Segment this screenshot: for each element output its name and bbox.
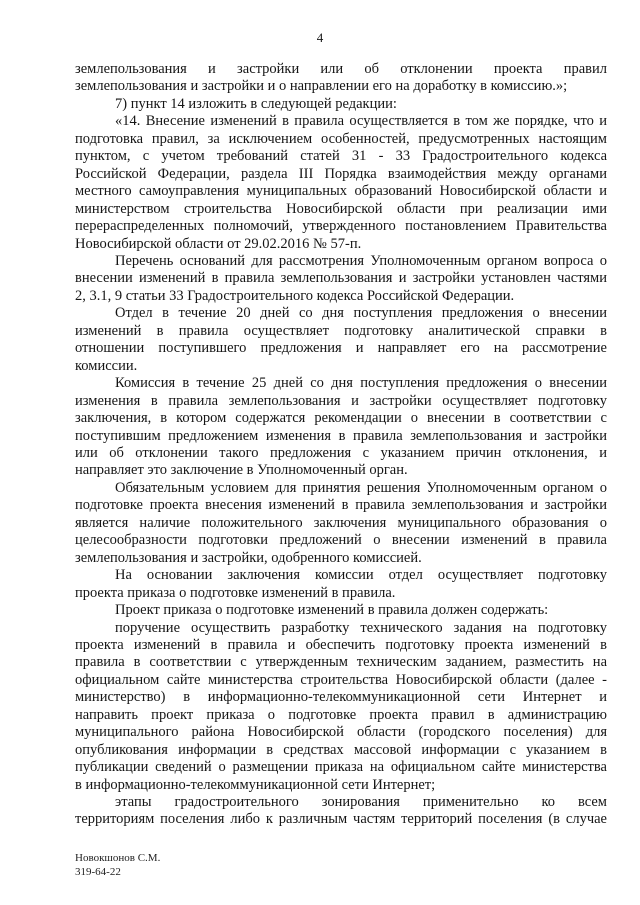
text-line: направляет это заключение в Уполномоченный орган. [75,462,408,479]
text-line: отношении поступившего предложения и направляет его на рассмотрение [75,340,607,357]
footer-contact [75,851,160,879]
text-line: Российской Федерации, раздела III Порядка взаимодействия между органами [75,165,607,182]
text-line: местного самоуправления муниципальных образований Новосибирской области и [75,183,607,200]
paragraph [75,375,607,480]
text-line: официальном сайте министерства строительства Новосибирской области (далее - [75,671,607,688]
text-line: изменения в правила землепользования и застройки осуществляет подготовку [75,392,607,409]
text-line: 2, 3.1, 9 статьи 33 Градостроительного кодекса Российской Федерации. [75,287,515,304]
text-line: Перечень оснований для рассмотрения Уполномоченным органом вопроса о [115,252,607,269]
text-line: подготовка правил, за исключением особенностей, предусмотренных настоящим [75,130,607,147]
text-line: территориям поселения либо к различным частям территорий поселения (в случае [75,811,607,828]
text-line: опубликования информации в средствах массовой информации с указанием в [75,741,607,758]
text-line: подготовке проекта внесения изменений в правила землепользования и застройки [75,497,607,514]
text-line: землепользования и застройки и о направлении его на доработку в комиссию.»; [75,78,568,95]
paragraph [75,480,607,567]
text-line: поручение осуществить разработку технического задания на подготовку [115,619,607,636]
paragraph-item-7 [75,96,607,113]
text-line: поступившим предложением изменения в правила землепользования и застройки [75,427,607,444]
text-line: перераспределенных полномочий, утвержденного постановлением Правительства [75,218,607,235]
paragraph [75,567,607,602]
paragraph [75,253,607,305]
paragraph-continues-next-page [75,794,607,829]
text-line: пунктом, с учетом требований статей 31 - 33 Градостроительного кодекса [75,148,607,165]
document-body [75,61,607,829]
text-line: Отдел в течение 20 дней со дня поступления предложения о внесении [115,305,607,322]
text-line: На основании заключения комиссии отдел осуществляет подготовку [115,567,607,584]
paragraph [75,620,607,795]
text-line: изменений в правила осуществляет подготовку аналитической справки в [75,322,607,339]
text-line: в информационно-телекоммуникационной сети Интернет; [75,776,436,793]
text-line: землепользования и застройки или об отклонении проекта правил [75,61,607,77]
text-line: Обязательным условием для принятия решения Уполномоченным органом о [115,479,607,496]
footer-phone: 319-64-22 [75,866,121,878]
text-line: Проект приказа о подготовке изменений в правила должен содержать: [115,602,549,619]
text-line: заключения, в котором содержатся рекомендации о внесении в соответствии с [75,410,607,427]
text-line: комиссии. [75,357,138,374]
text-line: Комиссия в течение 25 дней со дня поступления предложения о внесении [115,375,607,392]
text-line: целесообразности подготовки предложений о внесении изменений в правила [75,532,607,549]
text-line: или об отклонении такого предложения с указанием причин отклонения, и [75,444,607,461]
text-line: проекта изменений в правила и обеспечить подготовку проекта изменений в [75,636,607,653]
paragraph-continuation [75,61,607,96]
paragraph [75,602,607,619]
paragraph [75,305,607,375]
paragraph-clause-14 [75,113,607,253]
text-line: Новосибирской области от 29.02.2016 № 57-п. [75,235,362,252]
text-line: направить проект приказа о подготовке проекта правил в администрацию [75,706,607,723]
text-line: землепользования и застройки, одобренного комиссией. [75,549,422,566]
text-line: 7) пункт 14 изложить в следующей редакции: [115,95,397,112]
text-line: публикации сведений о размещении приказа на официальном сайте министерства [75,759,607,776]
text-line: муниципального района Новосибирской области (городского поселения) для [75,724,607,741]
text-line: этапы градостроительного зонирования применительно ко всем [115,794,607,811]
text-line: министерство) в информационно-телекоммуникационной сети Интернет и [75,689,607,706]
text-line: проекта приказа о подготовке изменений в правила. [75,584,396,601]
footer-author: Новокшонов С.М. [75,852,161,864]
text-line: является наличие положительного заключения муниципального образования о [75,514,607,531]
text-line: «14. Внесение изменений в правила осуществляется в том же порядке, что и [115,113,607,130]
text-line: внесении изменений в правила землепользования и застройки установлен частями [75,270,607,287]
text-line: правила в соответствии с утвержденным техническим заданием, разместить на [75,654,607,671]
text-line: министерством строительства Новосибирской области при реализации ими [75,200,607,217]
page-number: 4 [316,30,324,45]
